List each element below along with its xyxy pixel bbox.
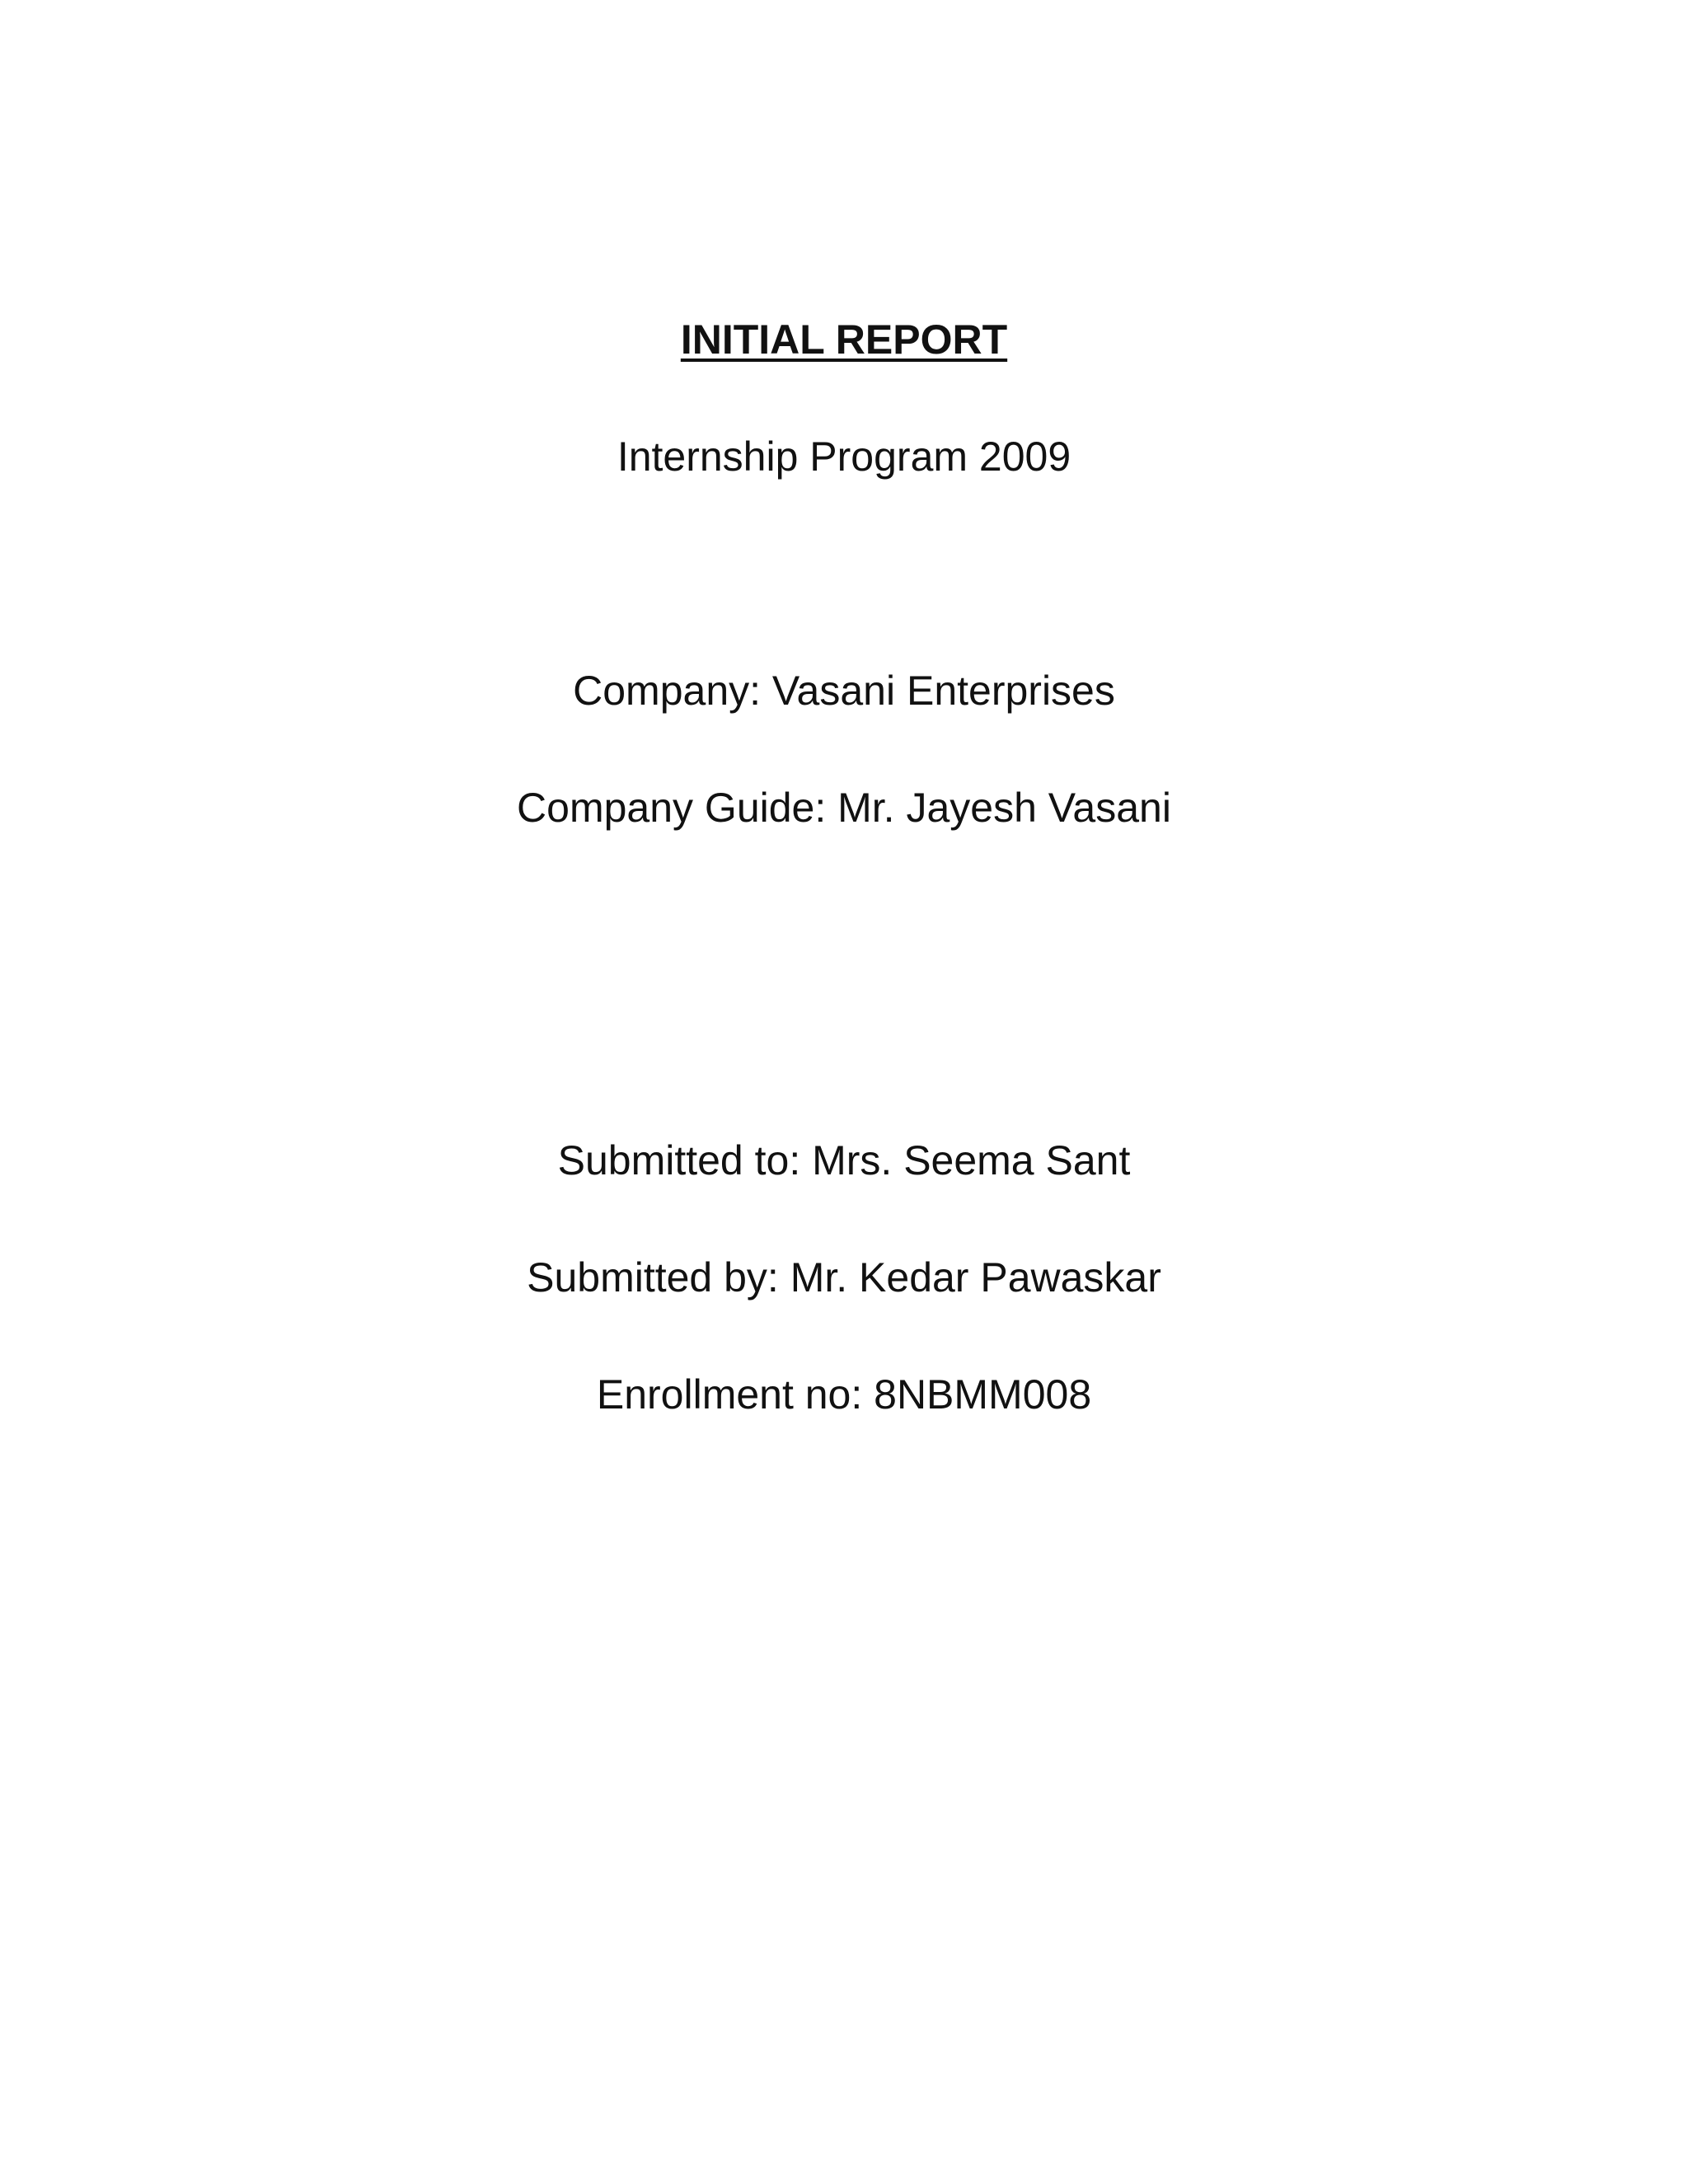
- company-guide: Company Guide: Mr. Jayesh Vasani: [517, 785, 1171, 831]
- enrollment-number: Enrollment no: 8NBMM008: [596, 1371, 1092, 1418]
- submitted-by: Submitted by: Mr. Kedar Pawaskar: [527, 1254, 1161, 1301]
- report-title: INITIAL REPORT: [680, 316, 1008, 363]
- program-name: Internship Program 2009: [617, 434, 1071, 480]
- company-name: Company: Vasani Enterprises: [573, 668, 1115, 714]
- submitted-to: Submitted to: Mrs. Seema Sant: [557, 1137, 1131, 1183]
